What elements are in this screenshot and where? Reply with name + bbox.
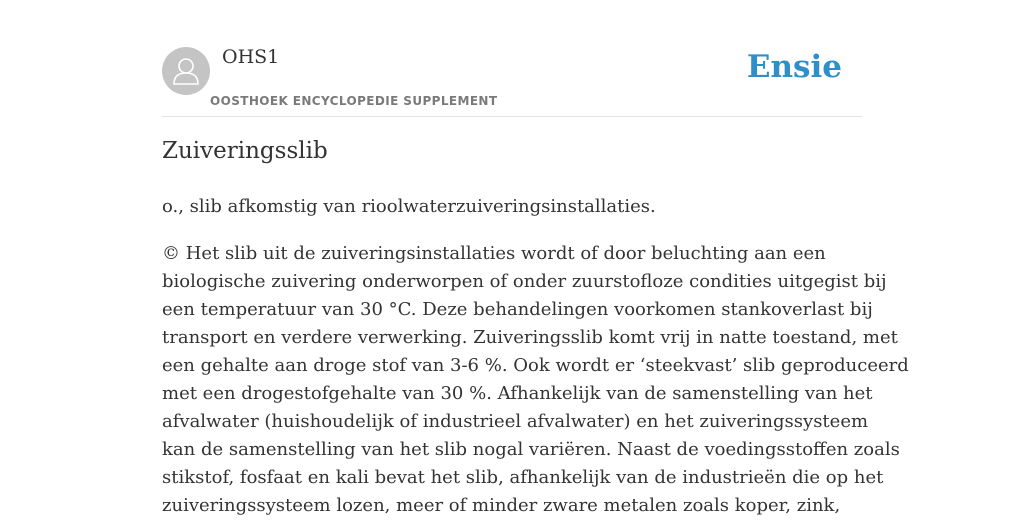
article-body xyxy=(162,240,909,520)
body-line: biologische zuivering onderworpen of onder zuurstofloze condities uitgegist bij xyxy=(162,271,887,292)
body-line: zuiveringssysteem lozen, meer of minder zware metalen zoals koper, zink, xyxy=(162,495,841,516)
body-line: © Het slib uit de zuiveringsinstallaties wordt of door beluchting aan een xyxy=(162,243,826,264)
avatar[interactable] xyxy=(162,47,210,95)
body-line: stikstof, fosfaat en kali bevat het slib, afhankelijk van de industrieën die op het xyxy=(162,467,884,488)
body-line: kan de samenstelling van het slib nogal variëren. Naast de voedingsstoffen zoals xyxy=(162,439,900,460)
ensie-logo[interactable]: Ensie xyxy=(746,49,842,85)
body-line: afvalwater (huishoudelijk of industrieel afvalwater) en het zuiveringssysteem xyxy=(162,411,869,432)
body-line: transport en verdere verwerking. Zuiveringsslib komt vrij in natte toestand, met xyxy=(162,327,898,348)
user-icon xyxy=(162,47,210,95)
article-title: Zuiveringsslib xyxy=(162,138,328,164)
header xyxy=(162,0,862,117)
body-line: een temperatuur van 30 °C. Deze behandelingen voorkomen stankoverlast bij xyxy=(162,299,873,320)
body-line: met een drogestofgehalte van 30 %. Afhankelijk van de samenstelling van het xyxy=(162,383,873,404)
article-definition: o., slib afkomstig van rioolwaterzuiveringsinstallaties. xyxy=(162,196,656,217)
author-name[interactable]: OHS1 xyxy=(222,46,280,68)
page xyxy=(162,0,909,516)
source-label[interactable]: OOSTHOEK ENCYCLOPEDIE SUPPLEMENT xyxy=(210,94,498,108)
body-line: een gehalte aan droge stof van 3-6 %. Ook wordt er ‘steekvast’ slib geproduceerd xyxy=(162,355,909,376)
